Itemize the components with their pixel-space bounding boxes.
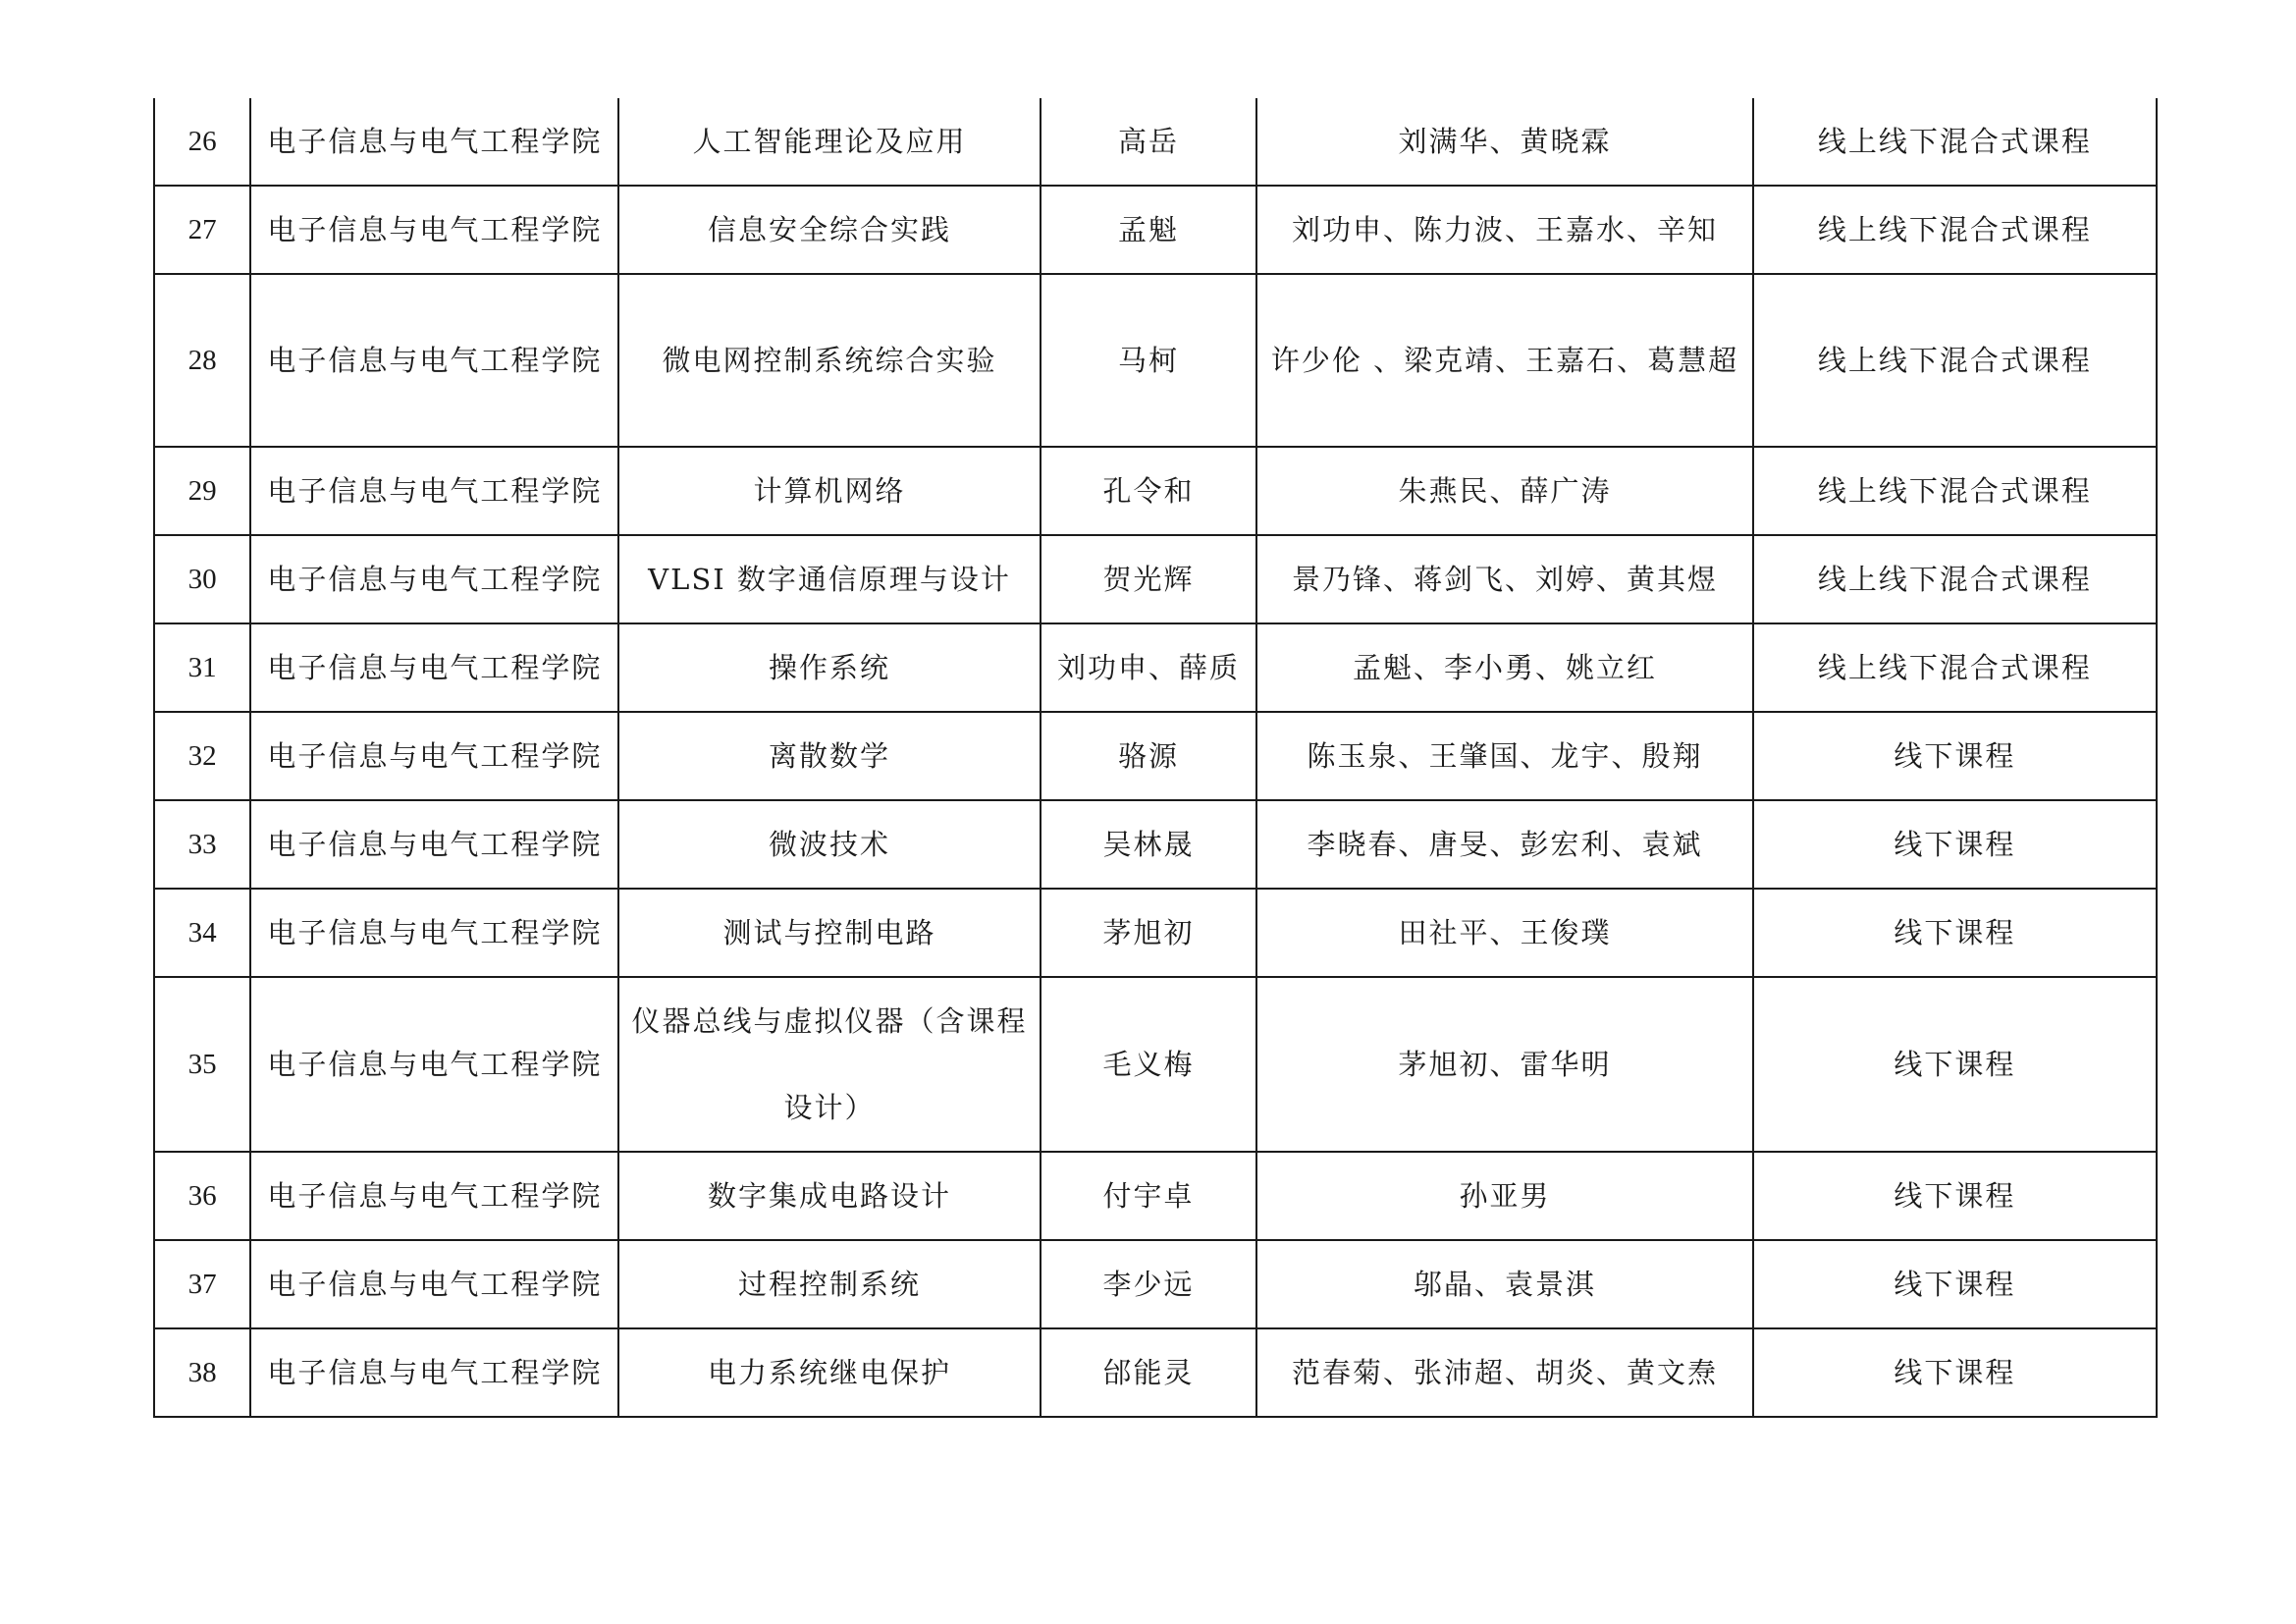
team-members-cell: 陈玉泉、王肇国、龙宇、殷翔 — [1256, 712, 1752, 800]
course-name-cell: 微电网控制系统综合实验 — [618, 274, 1040, 447]
college-cell: 电子信息与电气工程学院 — [250, 447, 618, 535]
team-members-cell: 孙亚男 — [1256, 1152, 1752, 1240]
course-type-cell: 线下课程 — [1753, 889, 2157, 977]
row-number: 33 — [154, 800, 250, 889]
course-type-cell: 线下课程 — [1753, 712, 2157, 800]
course-type-cell: 线下课程 — [1753, 977, 2157, 1152]
course-leader-cell: 高岳 — [1041, 98, 1257, 186]
table-row — [154, 712, 2157, 800]
course-name-cell: VLSI 数字通信原理与设计 — [618, 535, 1040, 623]
course-type-cell: 线下课程 — [1753, 1152, 2157, 1240]
course-leader-cell: 李少远 — [1041, 1240, 1257, 1328]
team-members-cell: 田社平、王俊璞 — [1256, 889, 1752, 977]
row-number: 38 — [154, 1328, 250, 1417]
course-name-cell: 人工智能理论及应用 — [618, 98, 1040, 186]
team-members-cell: 朱燕民、薛广涛 — [1256, 447, 1752, 535]
college-cell: 电子信息与电气工程学院 — [250, 800, 618, 889]
row-number: 36 — [154, 1152, 250, 1240]
table-row — [154, 1152, 2157, 1240]
college-cell: 电子信息与电气工程学院 — [250, 1328, 618, 1417]
table-row — [154, 800, 2157, 889]
college-cell: 电子信息与电气工程学院 — [250, 712, 618, 800]
course-leader-cell: 贺光辉 — [1041, 535, 1257, 623]
row-number: 27 — [154, 186, 250, 274]
course-leader-cell: 孟魁 — [1041, 186, 1257, 274]
course-type-cell: 线上线下混合式课程 — [1753, 98, 2157, 186]
course-name-cell: 计算机网络 — [618, 447, 1040, 535]
course-type-cell: 线上线下混合式课程 — [1753, 535, 2157, 623]
course-name-cell: 操作系统 — [618, 623, 1040, 712]
college-cell: 电子信息与电气工程学院 — [250, 1240, 618, 1328]
row-number: 31 — [154, 623, 250, 712]
course-leader-cell: 骆源 — [1041, 712, 1257, 800]
course-type-cell: 线下课程 — [1753, 1328, 2157, 1417]
team-members-cell: 范春菊、张沛超、胡炎、黄文焘 — [1256, 1328, 1752, 1417]
table-row — [154, 447, 2157, 535]
course-name-cell — [618, 977, 1040, 1152]
course-name-cell: 过程控制系统 — [618, 1240, 1040, 1328]
college-cell: 电子信息与电气工程学院 — [250, 889, 618, 977]
college-cell: 电子信息与电气工程学院 — [250, 623, 618, 712]
college-cell: 电子信息与电气工程学院 — [250, 98, 618, 186]
course-name-cell: 测试与控制电路 — [618, 889, 1040, 977]
team-members-cell: 李晓春、唐旻、彭宏利、袁斌 — [1256, 800, 1752, 889]
table-row — [154, 186, 2157, 274]
team-members-cell: 刘功申、陈力波、王嘉水、辛知 — [1256, 186, 1752, 274]
team-members-cell: 景乃锋、蒋剑飞、刘婷、黄其煜 — [1256, 535, 1752, 623]
college-cell: 电子信息与电气工程学院 — [250, 535, 618, 623]
course-type-cell: 线上线下混合式课程 — [1753, 447, 2157, 535]
course-leader-cell: 茅旭初 — [1041, 889, 1257, 977]
team-members-cell — [1256, 274, 1752, 447]
college-cell: 电子信息与电气工程学院 — [250, 1152, 618, 1240]
team-members-cell: 刘满华、黄晓霖 — [1256, 98, 1752, 186]
course-leader-cell: 毛义梅 — [1041, 977, 1257, 1152]
table-row — [154, 977, 2157, 1152]
row-number: 28 — [154, 274, 250, 447]
row-number: 32 — [154, 712, 250, 800]
course-type-cell: 线下课程 — [1753, 1240, 2157, 1328]
course-leader-cell: 吴林晟 — [1041, 800, 1257, 889]
course-type-cell: 线下课程 — [1753, 800, 2157, 889]
course-type-cell: 线上线下混合式课程 — [1753, 186, 2157, 274]
table-row — [154, 889, 2157, 977]
team-members-cell: 茅旭初、雷华明 — [1256, 977, 1752, 1152]
course-name-cell: 离散数学 — [618, 712, 1040, 800]
course-type-cell: 线上线下混合式课程 — [1753, 623, 2157, 712]
course-list-table — [153, 98, 2158, 1418]
row-number: 29 — [154, 447, 250, 535]
course-leader-cell: 付宇卓 — [1041, 1152, 1257, 1240]
table-row — [154, 623, 2157, 712]
course-name-cell: 数字集成电路设计 — [618, 1152, 1040, 1240]
table-row — [154, 1328, 2157, 1417]
row-number: 37 — [154, 1240, 250, 1328]
table-row — [154, 535, 2157, 623]
row-number: 35 — [154, 977, 250, 1152]
row-number: 34 — [154, 889, 250, 977]
course-name-text: 仪器总线与虚拟仪器（含课程设计） — [631, 1004, 1028, 1124]
course-name-cell: 电力系统继电保护 — [618, 1328, 1040, 1417]
course-name-cell: 信息安全综合实践 — [618, 186, 1040, 274]
course-leader-cell: 邰能灵 — [1041, 1328, 1257, 1417]
college-cell: 电子信息与电气工程学院 — [250, 274, 618, 447]
team-members-cell: 邬晶、袁景淇 — [1256, 1240, 1752, 1328]
table-row — [154, 98, 2157, 186]
college-cell: 电子信息与电气工程学院 — [250, 977, 618, 1152]
course-leader-cell: 马柯 — [1041, 274, 1257, 447]
course-type-cell: 线上线下混合式课程 — [1753, 274, 2157, 447]
team-members-text: 许少伦 、梁克靖、王嘉石、葛慧超 — [1270, 344, 1739, 377]
row-number: 26 — [154, 98, 250, 186]
course-leader-cell: 孔令和 — [1041, 447, 1257, 535]
row-number: 30 — [154, 535, 250, 623]
course-leader-cell: 刘功申、薛质 — [1041, 623, 1257, 712]
course-name-cell: 微波技术 — [618, 800, 1040, 889]
table-row — [154, 1240, 2157, 1328]
table-row — [154, 274, 2157, 447]
team-members-cell: 孟魁、李小勇、姚立红 — [1256, 623, 1752, 712]
college-cell: 电子信息与电气工程学院 — [250, 186, 618, 274]
